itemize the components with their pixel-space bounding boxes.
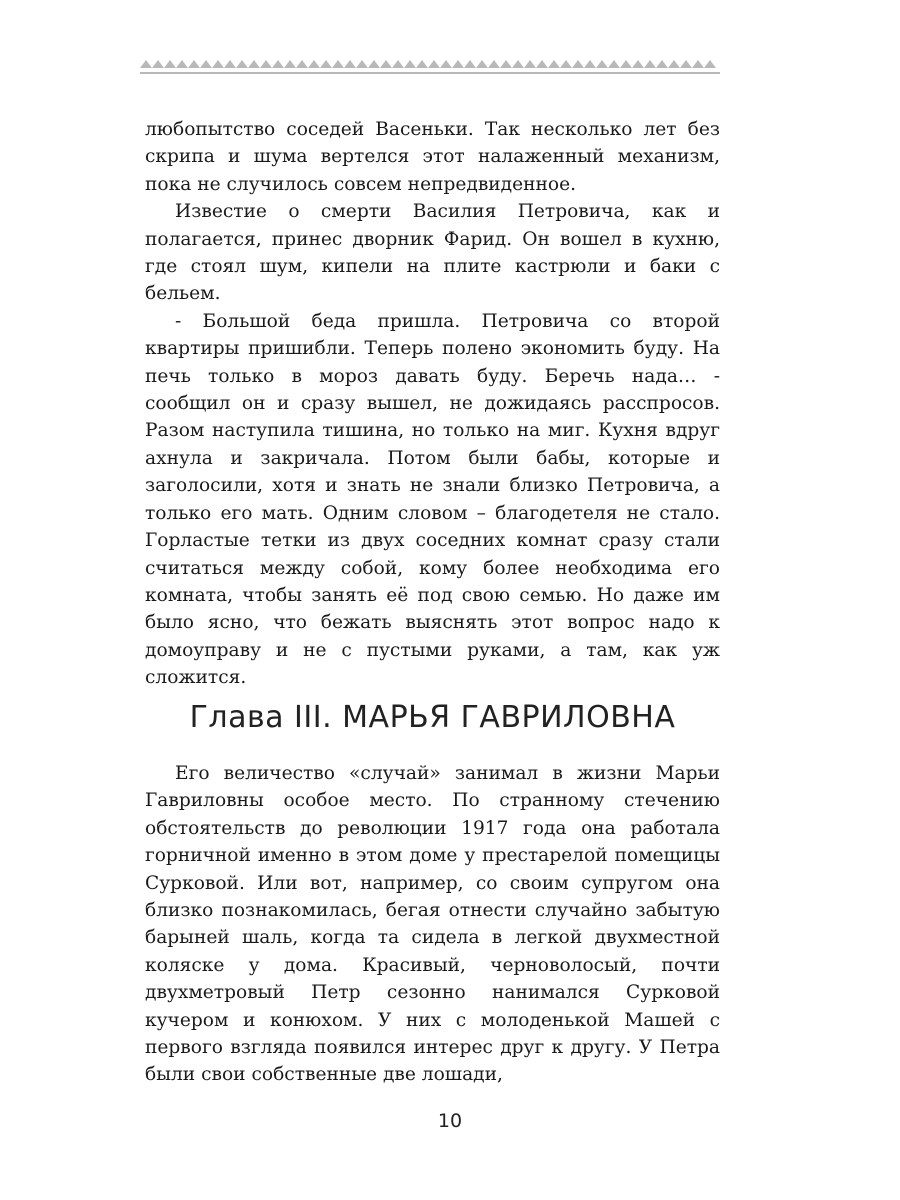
ornament-triangle: [392, 60, 404, 68]
ornament-triangle: [236, 60, 248, 68]
ornament-triangle: [500, 60, 512, 68]
ornament-triangle: [272, 60, 284, 68]
ornament-triangle: [668, 60, 680, 68]
ornament-triangle: [440, 60, 452, 68]
paragraph: Известие о смерти Василия Петровича, как и полагается, принес дворник Фарид. Он вошел в кухню, где стоял шум, кипели на плите кастрюли и баки с бельем.: [145, 201, 720, 305]
ornament-triangle: [320, 60, 332, 68]
ornament-triangle: [524, 60, 536, 68]
ornament-triangle: [680, 60, 692, 68]
ornament-triangle: [296, 60, 308, 68]
text-block-bottom: [145, 760, 720, 1089]
paragraph: любопытство соседей Васеньки. Так несколько лет без скрипа и шума вертелся этот налаженный механизм, пока не случилось совсем непредвиденное.: [145, 119, 720, 195]
ornament-line: [140, 72, 720, 74]
ornament-triangle: [548, 60, 560, 68]
ornament-triangle: [212, 60, 224, 68]
ornament-triangle: [692, 60, 704, 68]
page-number: 10: [437, 1110, 463, 1132]
ornament-triangle: [608, 60, 620, 68]
text-block-top: [145, 116, 720, 692]
paragraph: Его величество «случай» занимал в жизни Марьи Гавриловны особое место. По странному стечению обстоятельств до революции 1917 года она работала горничной именно в этом доме у престарелой помещицы Сурковой. Или вот, например, со своим супругом она близко познакомилась, бегая отнести случайно забытую барыней шаль, когда та сидела в легкой двухместной коляске у дома. Красивый, черноволосый, почти двухметровый Петр сезонно нанимался Сурковой кучером и конюхом. У них с молоденькой Машей с первого взгляда появился интерес друг к другу. У Петра были свои собственные две лошади,: [145, 763, 720, 1086]
ornament-triangle: [704, 60, 716, 68]
ornament-triangle: [344, 60, 356, 68]
ornament-triangle: [332, 60, 344, 68]
ornament-triangle: [356, 60, 368, 68]
ornament-triangle: [380, 60, 392, 68]
ornament-triangle: [476, 60, 488, 68]
ornament-triangle: [188, 60, 200, 68]
ornament-triangle: [416, 60, 428, 68]
ornament-triangle: [164, 60, 176, 68]
ornament-triangle: [632, 60, 644, 68]
ornament-triangle: [584, 60, 596, 68]
ornament-triangle: [452, 60, 464, 68]
ornament-triangle: [572, 60, 584, 68]
ornament-triangle: [368, 60, 380, 68]
ornament-triangle: [248, 60, 260, 68]
chapter-title: Глава III. МАРЬЯ ГАВРИЛОВНА: [189, 700, 676, 735]
ornament-triangle: [428, 60, 440, 68]
ornament-triangle: [260, 60, 272, 68]
paragraph: - Большой беда пришла. Петровича со второй квартиры пришибли. Теперь полено экономить буду. На печь только в мороз давать буду. Беречь нада… - сообщил он и сразу вышел, не дожидаясь расспросов. Разом наступила тишина, но только на миг. Кухня вдруг ахнула и закричала. Потом были бабы, которые и заголосили, хотя и знать не знали близко Петровича, а только его мать. Одним словом – благодетеля не стало. Горластые тетки из двух соседних комнат сразу стали считаться между собой, кому более необходима его комната, чтобы занять её под свою семью. Но даже им было ясно, что бежать выяснять этот вопрос надо к домоуправу и не с пустыми руками, а там, как уж сложится.: [145, 310, 720, 689]
ornament-triangle: [536, 60, 548, 68]
ornament-triangle: [464, 60, 476, 68]
ornament-triangle: [200, 60, 212, 68]
ornament-triangle: [308, 60, 320, 68]
ornament-triangle: [644, 60, 656, 68]
ornament-triangle: [176, 60, 188, 68]
ornament-triangle: [404, 60, 416, 68]
ornament-triangle: [224, 60, 236, 68]
ornament-triangle: [512, 60, 524, 68]
ornament-triangle: [656, 60, 668, 68]
ornament-triangle: [152, 60, 164, 68]
ornament-triangle: [284, 60, 296, 68]
ornament-triangle: [620, 60, 632, 68]
ornament-triangle: [596, 60, 608, 68]
ornament-triangle: [560, 60, 572, 68]
ornament-triangle: [488, 60, 500, 68]
ornament-triangle: [140, 60, 152, 68]
triangle-border-ornament-icon: [140, 54, 720, 78]
